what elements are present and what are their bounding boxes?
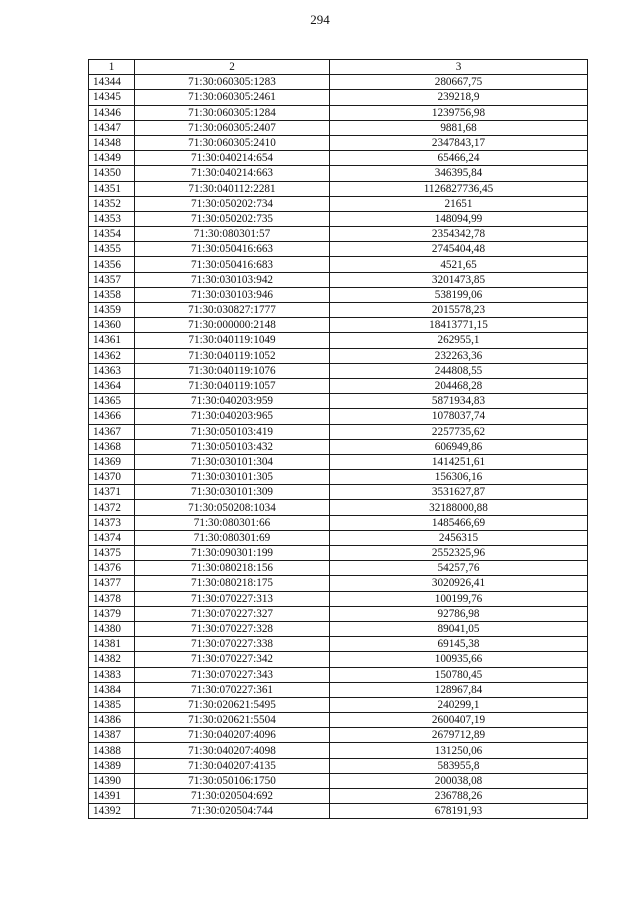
row-number-cell: 14375 — [89, 546, 135, 561]
cadastral-number-cell: 71:30:040207:4135 — [135, 758, 330, 773]
cadastral-number-cell: 71:30:030101:305 — [135, 470, 330, 485]
cadastral-number-cell: 71:30:070227:343 — [135, 667, 330, 682]
cadastral-number-cell: 71:30:020504:744 — [135, 804, 330, 819]
row-number-cell: 14385 — [89, 697, 135, 712]
row-number-cell: 14383 — [89, 667, 135, 682]
cadastral-number-cell: 71:30:000000:2148 — [135, 318, 330, 333]
cadastral-number-cell: 71:30:030101:309 — [135, 485, 330, 500]
table-row — [89, 470, 588, 485]
table-row — [89, 621, 588, 636]
row-number-cell: 14363 — [89, 363, 135, 378]
table-row — [89, 606, 588, 621]
row-number-cell: 14381 — [89, 637, 135, 652]
row-number-cell: 14369 — [89, 454, 135, 469]
value-cell: 18413771,15 — [330, 318, 588, 333]
table-row — [89, 196, 588, 211]
cadastral-number-cell: 71:30:040203:959 — [135, 394, 330, 409]
table-row — [89, 530, 588, 545]
cadastral-number-cell: 71:30:050106:1750 — [135, 773, 330, 788]
table-row — [89, 758, 588, 773]
row-number-cell: 14377 — [89, 576, 135, 591]
cadastral-number-cell: 71:30:030103:942 — [135, 272, 330, 287]
row-number-cell: 14371 — [89, 485, 135, 500]
table-row — [89, 637, 588, 652]
cadastral-number-cell: 71:30:070227:327 — [135, 606, 330, 621]
table-row — [89, 318, 588, 333]
row-number-cell: 14358 — [89, 287, 135, 302]
row-number-cell: 14370 — [89, 470, 135, 485]
value-cell: 2354342,78 — [330, 227, 588, 242]
value-cell: 65466,24 — [330, 151, 588, 166]
table-row — [89, 272, 588, 287]
value-cell: 3020926,41 — [330, 576, 588, 591]
value-cell: 2552325,96 — [330, 546, 588, 561]
table-row — [89, 409, 588, 424]
table-row — [89, 181, 588, 196]
cadastral-number-cell: 71:30:020504:692 — [135, 789, 330, 804]
value-cell: 244808,55 — [330, 363, 588, 378]
table-row — [89, 697, 588, 712]
table-row — [89, 713, 588, 728]
row-number-cell: 14376 — [89, 561, 135, 576]
value-cell: 156306,16 — [330, 470, 588, 485]
value-cell: 128967,84 — [330, 682, 588, 697]
cadastral-number-cell: 71:30:050416:683 — [135, 257, 330, 272]
value-cell: 150780,45 — [330, 667, 588, 682]
cadastral-number-cell: 71:30:050202:735 — [135, 211, 330, 226]
cadastral-number-cell: 71:30:040214:663 — [135, 166, 330, 181]
value-cell: 89041,05 — [330, 621, 588, 636]
row-number-cell: 14353 — [89, 211, 135, 226]
value-cell: 1078037,74 — [330, 409, 588, 424]
cadastral-number-cell: 71:30:050416:663 — [135, 242, 330, 257]
cadastral-number-cell: 71:30:050103:432 — [135, 439, 330, 454]
value-cell: 54257,76 — [330, 561, 588, 576]
table-row — [89, 424, 588, 439]
table-row — [89, 454, 588, 469]
table-row — [89, 439, 588, 454]
cadastral-number-cell: 71:30:070227:361 — [135, 682, 330, 697]
row-number-cell: 14379 — [89, 606, 135, 621]
row-number-cell: 14354 — [89, 227, 135, 242]
table-header-row — [89, 60, 588, 75]
row-number-cell: 14392 — [89, 804, 135, 819]
table-row — [89, 743, 588, 758]
cadastral-number-cell: 71:30:020621:5504 — [135, 713, 330, 728]
table-row — [89, 151, 588, 166]
value-cell: 280667,75 — [330, 75, 588, 90]
table-row — [89, 120, 588, 135]
table-row — [89, 773, 588, 788]
table-body — [89, 75, 588, 819]
row-number-cell: 14389 — [89, 758, 135, 773]
row-number-cell: 14360 — [89, 318, 135, 333]
cadastral-number-cell: 71:30:020621:5495 — [135, 697, 330, 712]
table-row — [89, 591, 588, 606]
table-row — [89, 75, 588, 90]
column-header-3: 3 — [330, 60, 588, 75]
row-number-cell: 14368 — [89, 439, 135, 454]
table-row — [89, 682, 588, 697]
value-cell: 2600407,19 — [330, 713, 588, 728]
table-row — [89, 485, 588, 500]
row-number-cell: 14364 — [89, 378, 135, 393]
table-row — [89, 667, 588, 682]
value-cell: 606949,86 — [330, 439, 588, 454]
row-number-cell: 14346 — [89, 105, 135, 120]
value-cell: 9881,68 — [330, 120, 588, 135]
value-cell: 32188000,88 — [330, 500, 588, 515]
cadastral-number-cell: 71:30:050202:734 — [135, 196, 330, 211]
cadastral-number-cell: 71:30:080218:175 — [135, 576, 330, 591]
row-number-cell: 14349 — [89, 151, 135, 166]
cadastral-number-cell: 71:30:040112:2281 — [135, 181, 330, 196]
column-header-1: 1 — [89, 60, 135, 75]
table-row — [89, 303, 588, 318]
cadastral-number-cell: 71:30:090301:199 — [135, 546, 330, 561]
row-number-cell: 14351 — [89, 181, 135, 196]
row-number-cell: 14366 — [89, 409, 135, 424]
value-cell: 4521,65 — [330, 257, 588, 272]
cadastral-number-cell: 71:30:070227:342 — [135, 652, 330, 667]
row-number-cell: 14350 — [89, 166, 135, 181]
row-number-cell: 14355 — [89, 242, 135, 257]
cadastral-number-cell: 71:30:060305:2461 — [135, 90, 330, 105]
table-row — [89, 378, 588, 393]
row-number-cell: 14382 — [89, 652, 135, 667]
cadastral-number-cell: 71:30:040207:4096 — [135, 728, 330, 743]
table-row — [89, 105, 588, 120]
value-cell: 100935,66 — [330, 652, 588, 667]
value-cell: 1485466,69 — [330, 515, 588, 530]
value-cell: 678191,93 — [330, 804, 588, 819]
cadastral-number-cell: 71:30:040214:654 — [135, 151, 330, 166]
table-row — [89, 333, 588, 348]
value-cell: 204468,28 — [330, 378, 588, 393]
value-cell: 148094,99 — [330, 211, 588, 226]
table-row — [89, 576, 588, 591]
value-cell: 92786,98 — [330, 606, 588, 621]
value-cell: 3201473,85 — [330, 272, 588, 287]
row-number-cell: 14359 — [89, 303, 135, 318]
cadastral-number-cell: 71:30:030827:1777 — [135, 303, 330, 318]
cadastral-number-cell: 71:30:080301:69 — [135, 530, 330, 545]
row-number-cell: 14384 — [89, 682, 135, 697]
row-number-cell: 14357 — [89, 272, 135, 287]
table-row — [89, 135, 588, 150]
cadastral-number-cell: 71:30:040207:4098 — [135, 743, 330, 758]
cadastral-number-cell: 71:30:040119:1057 — [135, 378, 330, 393]
value-cell: 583955,8 — [330, 758, 588, 773]
value-cell: 2456315 — [330, 530, 588, 545]
row-number-cell: 14391 — [89, 789, 135, 804]
table-row — [89, 166, 588, 181]
cadastral-number-cell: 71:30:080218:156 — [135, 561, 330, 576]
cadastral-number-cell: 71:30:070227:313 — [135, 591, 330, 606]
table-row — [89, 394, 588, 409]
row-number-cell: 14356 — [89, 257, 135, 272]
cadastral-value-table — [88, 59, 588, 819]
row-number-cell: 14374 — [89, 530, 135, 545]
cadastral-number-cell: 71:30:040203:965 — [135, 409, 330, 424]
table-row — [89, 211, 588, 226]
value-cell: 5871934,83 — [330, 394, 588, 409]
table-row — [89, 242, 588, 257]
value-cell: 239218,9 — [330, 90, 588, 105]
row-number-cell: 14378 — [89, 591, 135, 606]
table-row — [89, 348, 588, 363]
value-cell: 2257735,62 — [330, 424, 588, 439]
cadastral-number-cell: 71:30:080301:57 — [135, 227, 330, 242]
value-cell: 1239756,98 — [330, 105, 588, 120]
cadastral-number-cell: 71:30:050103:419 — [135, 424, 330, 439]
value-cell: 1126827736,45 — [330, 181, 588, 196]
row-number-cell: 14390 — [89, 773, 135, 788]
value-cell: 69145,38 — [330, 637, 588, 652]
cadastral-number-cell: 71:30:030101:304 — [135, 454, 330, 469]
value-cell: 2015578,23 — [330, 303, 588, 318]
value-cell: 21651 — [330, 196, 588, 211]
value-cell: 240299,1 — [330, 697, 588, 712]
column-header-2: 2 — [135, 60, 330, 75]
table-row — [89, 287, 588, 302]
row-number-cell: 14348 — [89, 135, 135, 150]
value-cell: 131250,06 — [330, 743, 588, 758]
row-number-cell: 14345 — [89, 90, 135, 105]
row-number-cell: 14352 — [89, 196, 135, 211]
value-cell: 262955,1 — [330, 333, 588, 348]
cadastral-number-cell: 71:30:070227:328 — [135, 621, 330, 636]
value-cell: 100199,76 — [330, 591, 588, 606]
value-cell: 3531627,87 — [330, 485, 588, 500]
table-row — [89, 789, 588, 804]
cadastral-number-cell: 71:30:070227:338 — [135, 637, 330, 652]
cadastral-number-cell: 71:30:080301:66 — [135, 515, 330, 530]
value-cell: 2745404,48 — [330, 242, 588, 257]
table-row — [89, 561, 588, 576]
table-row — [89, 257, 588, 272]
table-row — [89, 804, 588, 819]
cadastral-number-cell: 71:30:030103:946 — [135, 287, 330, 302]
cadastral-number-cell: 71:30:060305:2407 — [135, 120, 330, 135]
value-cell: 538199,06 — [330, 287, 588, 302]
row-number-cell: 14362 — [89, 348, 135, 363]
page-number: 294 — [310, 12, 330, 27]
row-number-cell: 14387 — [89, 728, 135, 743]
row-number-cell: 14347 — [89, 120, 135, 135]
cadastral-number-cell: 71:30:060305:2410 — [135, 135, 330, 150]
table-row — [89, 546, 588, 561]
row-number-cell: 14344 — [89, 75, 135, 90]
cadastral-number-cell: 71:30:050208:1034 — [135, 500, 330, 515]
row-number-cell: 14367 — [89, 424, 135, 439]
value-cell: 232263,36 — [330, 348, 588, 363]
table-row — [89, 90, 588, 105]
value-cell: 346395,84 — [330, 166, 588, 181]
cadastral-number-cell: 71:30:040119:1049 — [135, 333, 330, 348]
row-number-cell: 14372 — [89, 500, 135, 515]
value-cell: 200038,08 — [330, 773, 588, 788]
value-cell: 2679712,89 — [330, 728, 588, 743]
row-number-cell: 14388 — [89, 743, 135, 758]
table-row — [89, 227, 588, 242]
row-number-cell: 14373 — [89, 515, 135, 530]
value-cell: 1414251,61 — [330, 454, 588, 469]
row-number-cell: 14361 — [89, 333, 135, 348]
table-row — [89, 652, 588, 667]
row-number-cell: 14365 — [89, 394, 135, 409]
table-row — [89, 728, 588, 743]
row-number-cell: 14386 — [89, 713, 135, 728]
row-number-cell: 14380 — [89, 621, 135, 636]
table-row — [89, 363, 588, 378]
value-cell: 236788,26 — [330, 789, 588, 804]
cadastral-number-cell: 71:30:040119:1052 — [135, 348, 330, 363]
cadastral-number-cell: 71:30:060305:1283 — [135, 75, 330, 90]
value-cell: 2347843,17 — [330, 135, 588, 150]
table-row — [89, 515, 588, 530]
table-row — [89, 500, 588, 515]
cadastral-number-cell: 71:30:040119:1076 — [135, 363, 330, 378]
cadastral-number-cell: 71:30:060305:1284 — [135, 105, 330, 120]
